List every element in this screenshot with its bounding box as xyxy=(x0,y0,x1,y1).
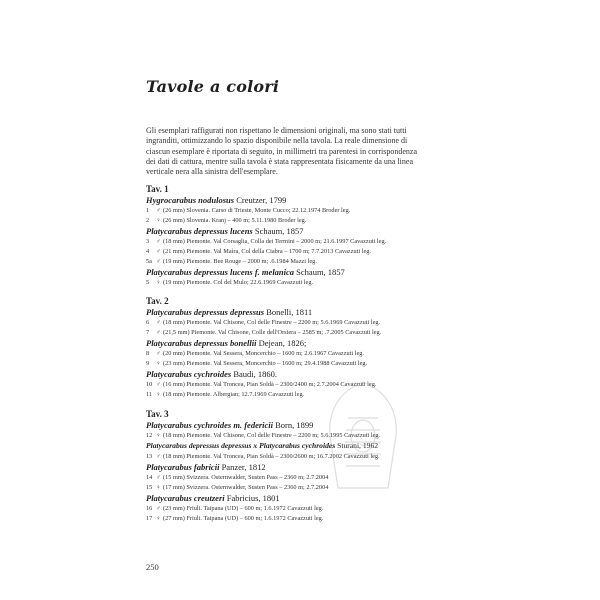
entry-number: 6 xyxy=(146,319,150,326)
sex-symbol: ♀ xyxy=(156,217,161,224)
specimen-entry xyxy=(146,248,371,255)
entry-number: 5a xyxy=(146,258,152,265)
entry-text: (18 mm) Piemonte. Val Corsaglia, Colla dei Termini – 2000 m; 21.6.1997 Cavazzuti leg. xyxy=(163,238,387,245)
entry-number: 2 xyxy=(146,217,150,224)
entry-number: 5 xyxy=(146,279,150,286)
entry-text: (19 mm) Piemonte. Col del Mulo; 22.6.1969 Cavazzuti leg. xyxy=(163,279,314,286)
specimen-entry xyxy=(146,505,323,512)
entry-text: (19 mm) Piemonte. Bee Rouge – 2000 m; .6.1984 Mazzi leg. xyxy=(163,258,317,265)
species-author: Creutzer, 1799 xyxy=(236,195,287,205)
entry-text: (23 mm) Friuli. Taipana (UD) – 600 m; 1.6.1972 Cavazzuti leg. xyxy=(163,505,324,512)
sex-symbol: ♂ xyxy=(156,329,161,336)
document-page xyxy=(146,0,496,600)
specimen-entry xyxy=(146,207,350,214)
sex-symbol: ♀ xyxy=(156,432,161,439)
entry-number: 14 xyxy=(146,474,153,481)
species-name: Platycarabus depressus depressus xyxy=(146,307,265,317)
entry-number: 15 xyxy=(146,484,153,491)
sex-symbol: ♂ xyxy=(156,248,161,255)
intro-line: dei dati di cattura, mentre sulla tavola è stata rappresentata fisicamente da una linea xyxy=(146,156,413,166)
specimen-entry xyxy=(146,238,386,245)
entry-number: 12 xyxy=(146,432,153,439)
sex-symbol: ♂ xyxy=(156,381,161,388)
sex-symbol: ♀ xyxy=(156,391,161,398)
intro-paragraph xyxy=(146,126,494,177)
watermark-emblem xyxy=(318,378,408,498)
taxon-line xyxy=(146,267,345,277)
entry-text: (20 mm) Piemonte. Val Sessera, Moncerchio – 1600 m; 2.6.1967 Cavazzuti leg. xyxy=(163,350,364,357)
sex-symbol: ♂ xyxy=(156,258,161,265)
intro-line: verticale nera alla sinistra dell'esemplare. xyxy=(146,167,278,177)
entry-text: (23 mm) Piemonte. Val Sessera, Moncerchio – 1600 m; 29.4.1988 Cavazzuti leg. xyxy=(163,360,368,367)
specimen-entry xyxy=(146,350,364,357)
species-name: Platycarabus fabricii xyxy=(146,462,220,472)
sex-symbol: ♂ xyxy=(156,319,161,326)
species-name: Platycarabus depressus lucens f. melanica xyxy=(146,267,295,277)
entry-text: (16 mm) Piemonte. Val Troncea, Pian Soldà – 2300/2400 m; 2.7.2004 Cavazzuti leg. xyxy=(163,381,377,388)
taxon-line xyxy=(146,462,266,472)
taxon-line xyxy=(146,195,286,205)
page-number: 250 xyxy=(146,562,159,572)
specimen-entry xyxy=(146,279,313,286)
entry-number: 4 xyxy=(146,248,150,255)
entry-text: (18 mm) Piemonte. Val Troncea, Pian Soldà – 2300/2600 m; 16.7.2002 Cavazzuti leg. xyxy=(163,453,380,460)
entry-number: 13 xyxy=(146,453,153,460)
taxon-line xyxy=(146,226,304,236)
species-author: Dejean, 1826; xyxy=(258,338,307,348)
sex-symbol: ♂ xyxy=(156,238,161,245)
species-name: Platycarabus depressus lucens xyxy=(146,226,253,236)
species-name: Platycarabus depressus depressus x Platycarabus cychroides xyxy=(146,441,336,450)
taxon-line xyxy=(146,369,277,379)
taxon-line xyxy=(146,307,312,317)
specimen-entry xyxy=(146,258,317,265)
sex-symbol: ♀ xyxy=(156,360,161,367)
entry-number: 9 xyxy=(146,360,150,367)
entry-text: (21,5 mm) Piemonte. Val Chisone, Colle dell'Orsiera – 2585 m; .7.2005 Cavazzuti leg. xyxy=(163,329,382,336)
species-author: Born, 1899 xyxy=(275,420,314,430)
species-author: Panzer, 1812 xyxy=(221,462,266,472)
sex-symbol: ♂ xyxy=(156,207,161,214)
specimen-entry xyxy=(146,474,328,481)
specimen-entry xyxy=(146,484,328,491)
intro-line: ingranditi, ottimizzando lo spazio disponibile nella tavola. La reale dimensione di xyxy=(146,136,408,146)
species-author: Baudi, 1860. xyxy=(233,369,278,379)
sex-symbol: ♀ xyxy=(156,515,161,522)
species-name: Platycarabus creutzeri xyxy=(146,493,225,503)
entry-number: 7 xyxy=(146,329,150,336)
species-name: Platycarabus cychroides m. federicii xyxy=(146,420,274,430)
entry-number: 17 xyxy=(146,515,153,522)
intro-line: Gli esemplari raffigurati non rispettano le dimensioni originali, ma sono stati tutti xyxy=(146,126,407,135)
specimen-entry xyxy=(146,329,381,336)
taxon-line xyxy=(146,338,306,348)
specimen-entry xyxy=(146,319,380,326)
entry-text: (26 mm) Slovenia. Carso di Trieste, Monte Cucco; 22.12.1974 Broder leg. xyxy=(163,207,351,214)
entry-text: (18 mm) Piemonte. Val Chisone, Col delle Finestre – 2200 m; 5.6.1969 Cavazzuti leg. xyxy=(163,319,381,326)
taxon-line xyxy=(146,420,313,430)
page-title: Tavole a colori xyxy=(146,77,280,96)
sex-symbol: ♂ xyxy=(156,350,161,357)
sex-symbol: ♀ xyxy=(156,279,161,286)
entry-text: (18 mm) Piemonte. Val Chisone, Col delle Finestre – 2200 m; 5.6.1995 Cavazzuti leg. xyxy=(163,432,381,439)
entry-number: 3 xyxy=(146,238,150,245)
entry-text: (26 mm) Slovenia. Kranj – 400 m; 5.11.1980 Broder leg. xyxy=(163,217,307,224)
sex-symbol: ♂ xyxy=(156,505,161,512)
species-name: Platycarabus depressus bonellii xyxy=(146,338,257,348)
entry-text: (18 mm) Piemonte. Albergian; 12.7.1969 Cavazzuti leg. xyxy=(163,391,305,398)
entry-number: 11 xyxy=(146,391,153,398)
plate-heading: Tav. 2 xyxy=(146,296,169,306)
specimen-entry xyxy=(146,391,304,398)
species-author: Fabricius, 1801 xyxy=(226,493,280,503)
entry-text: (27 mm) Friuli. Taipana (UD) – 600 m; 1.6.1972 Cavazzuti leg. xyxy=(163,515,324,522)
species-author: Schaum, 1857 xyxy=(254,226,304,236)
plate-heading: Tav. 3 xyxy=(146,409,169,419)
entry-number: 10 xyxy=(146,381,153,388)
specimen-entry xyxy=(146,515,323,522)
entry-number: 8 xyxy=(146,350,150,357)
species-author: Sturani, 1962 xyxy=(337,441,379,450)
sex-symbol: ♀ xyxy=(156,484,161,491)
entry-number: 16 xyxy=(146,505,153,512)
entry-number: 1 xyxy=(146,207,150,214)
specimen-entry xyxy=(146,217,306,224)
specimen-entry xyxy=(146,360,367,367)
species-author: Bonelli, 1811 xyxy=(266,307,313,317)
entry-text: (17 mm) Svizzera. Osternwalder, Susten Pass – 2360 m; 2.7.2004 xyxy=(163,484,329,491)
taxon-line xyxy=(146,493,280,503)
sex-symbol: ♂ xyxy=(156,474,161,481)
intro-line: ciascun esemplare è riportata di seguito, in millimetri tra parentesi in corrispondenza xyxy=(146,146,418,156)
species-name: Hygrocarabus nodulosus xyxy=(146,195,235,205)
species-name: Platycarabus cychroides xyxy=(146,369,232,379)
entry-text: (15 mm) Svizzera. Osternwalder, Susten Pass – 2360 m; 2.7.2004 xyxy=(163,474,329,481)
sex-symbol: ♂ xyxy=(156,453,161,460)
entry-text: (21 mm) Piemonte. Val Maìra, Col della Ciabra – 1700 m; 7.7.2013 Cavazzuti leg. xyxy=(163,248,371,255)
plate-heading: Tav. 1 xyxy=(146,184,169,194)
species-author: Schaum, 1857 xyxy=(296,267,345,277)
